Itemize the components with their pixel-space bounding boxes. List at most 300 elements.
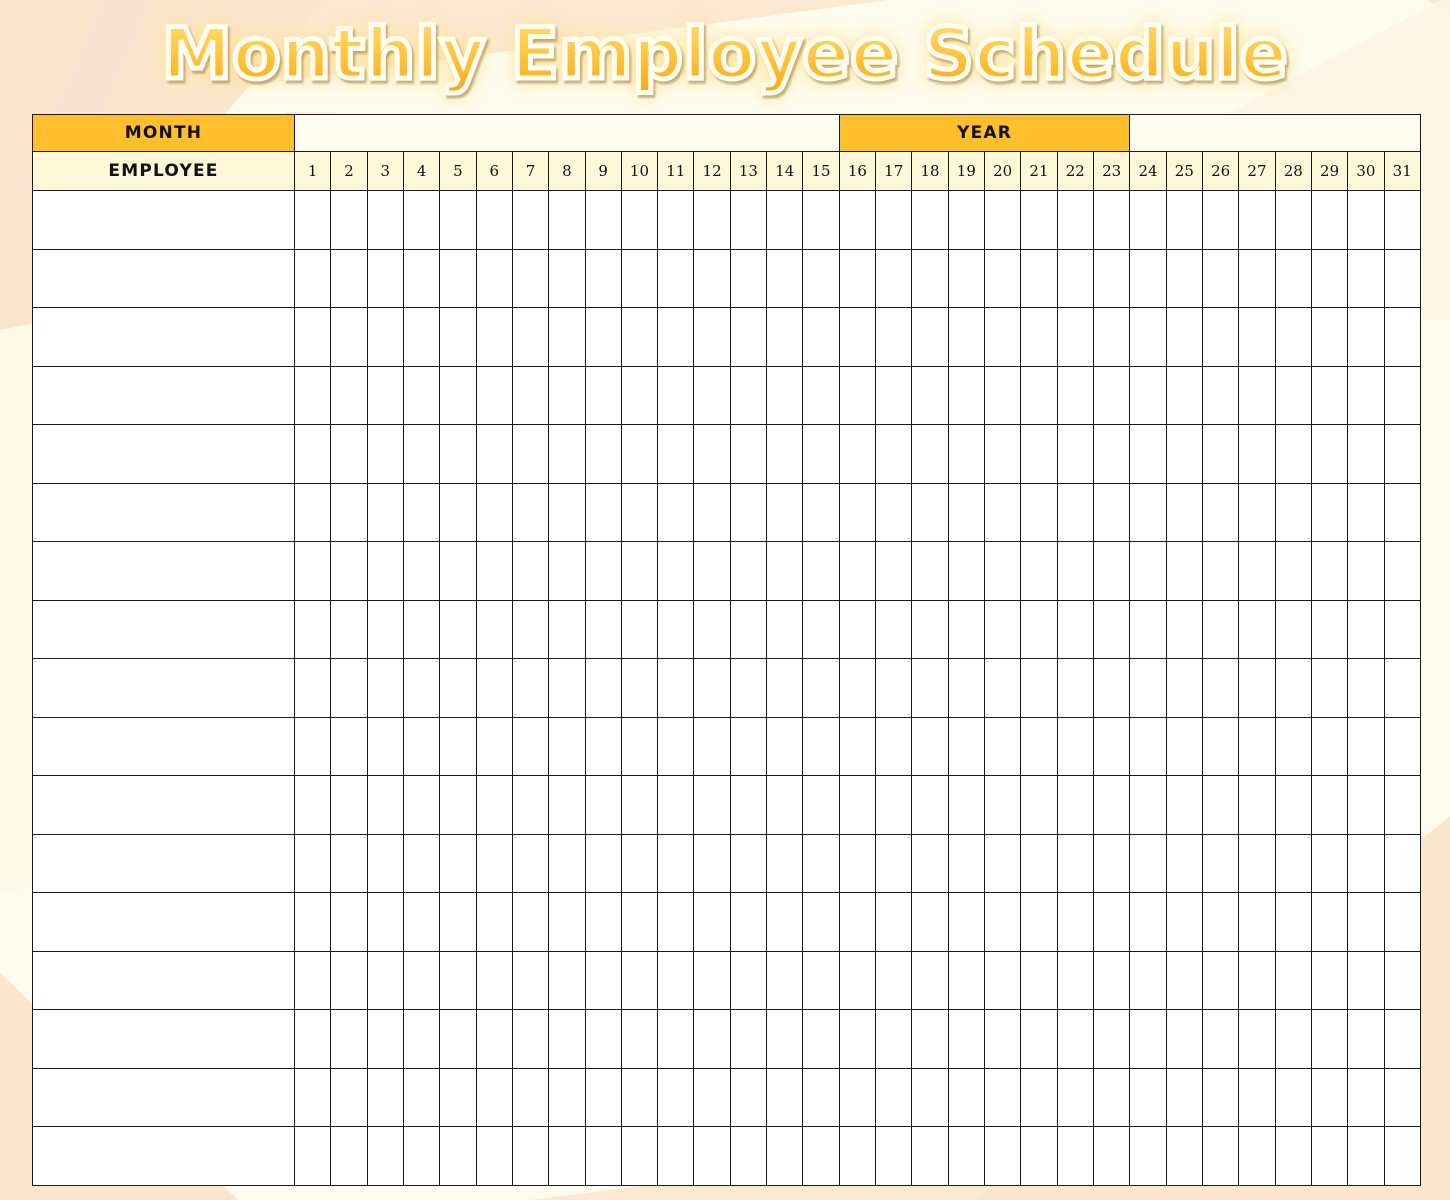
schedule-cell[interactable]: [512, 366, 548, 425]
schedule-cell[interactable]: [658, 893, 694, 952]
schedule-cell[interactable]: [730, 600, 766, 659]
schedule-cell[interactable]: [1311, 834, 1347, 893]
schedule-cell[interactable]: [585, 249, 621, 308]
schedule-cell[interactable]: [985, 659, 1021, 718]
schedule-cell[interactable]: [621, 951, 657, 1010]
schedule-cell[interactable]: [1311, 1068, 1347, 1127]
schedule-cell[interactable]: [912, 1010, 948, 1069]
schedule-cell[interactable]: [367, 951, 403, 1010]
schedule-cell[interactable]: [1093, 249, 1129, 308]
schedule-cell[interactable]: [767, 834, 803, 893]
schedule-cell[interactable]: [876, 483, 912, 542]
schedule-cell[interactable]: [876, 1127, 912, 1186]
employee-name-cell[interactable]: [33, 249, 295, 308]
schedule-cell[interactable]: [694, 951, 730, 1010]
schedule-cell[interactable]: [839, 834, 875, 893]
schedule-cell[interactable]: [1021, 1068, 1057, 1127]
schedule-cell[interactable]: [1021, 249, 1057, 308]
schedule-cell[interactable]: [948, 659, 984, 718]
schedule-cell[interactable]: [403, 834, 439, 893]
schedule-cell[interactable]: [621, 893, 657, 952]
employee-name-cell[interactable]: [33, 717, 295, 776]
schedule-cell[interactable]: [948, 308, 984, 367]
schedule-cell[interactable]: [1275, 249, 1311, 308]
schedule-cell[interactable]: [1130, 717, 1166, 776]
schedule-cell[interactable]: [730, 366, 766, 425]
schedule-cell[interactable]: [985, 1127, 1021, 1186]
schedule-cell[interactable]: [585, 1127, 621, 1186]
schedule-cell[interactable]: [585, 776, 621, 835]
schedule-cell[interactable]: [585, 483, 621, 542]
schedule-cell[interactable]: [476, 834, 512, 893]
schedule-cell[interactable]: [1202, 191, 1238, 250]
schedule-cell[interactable]: [1239, 776, 1275, 835]
schedule-cell[interactable]: [1384, 366, 1420, 425]
schedule-cell[interactable]: [730, 893, 766, 952]
schedule-cell[interactable]: [549, 893, 585, 952]
schedule-cell[interactable]: [1057, 600, 1093, 659]
schedule-cell[interactable]: [1130, 1010, 1166, 1069]
schedule-cell[interactable]: [730, 191, 766, 250]
schedule-cell[interactable]: [730, 425, 766, 484]
schedule-cell[interactable]: [767, 191, 803, 250]
schedule-cell[interactable]: [912, 1068, 948, 1127]
schedule-cell[interactable]: [1166, 542, 1202, 601]
schedule-cell[interactable]: [1130, 542, 1166, 601]
schedule-cell[interactable]: [331, 1068, 367, 1127]
schedule-cell[interactable]: [331, 308, 367, 367]
schedule-cell[interactable]: [730, 1127, 766, 1186]
schedule-cell[interactable]: [803, 951, 839, 1010]
schedule-cell[interactable]: [658, 366, 694, 425]
schedule-cell[interactable]: [1311, 659, 1347, 718]
schedule-cell[interactable]: [658, 308, 694, 367]
schedule-cell[interactable]: [1021, 1127, 1057, 1186]
schedule-cell[interactable]: [1166, 834, 1202, 893]
schedule-cell[interactable]: [621, 834, 657, 893]
schedule-cell[interactable]: [440, 893, 476, 952]
schedule-cell[interactable]: [1166, 366, 1202, 425]
schedule-cell[interactable]: [476, 366, 512, 425]
schedule-cell[interactable]: [1384, 191, 1420, 250]
schedule-cell[interactable]: [1093, 834, 1129, 893]
schedule-cell[interactable]: [1166, 191, 1202, 250]
schedule-cell[interactable]: [585, 425, 621, 484]
schedule-cell[interactable]: [658, 951, 694, 1010]
schedule-cell[interactable]: [585, 659, 621, 718]
schedule-cell[interactable]: [694, 191, 730, 250]
schedule-cell[interactable]: [1311, 951, 1347, 1010]
year-value-input-cell[interactable]: [1130, 115, 1421, 152]
schedule-cell[interactable]: [476, 893, 512, 952]
schedule-cell[interactable]: [295, 600, 331, 659]
schedule-cell[interactable]: [1348, 600, 1384, 659]
schedule-cell[interactable]: [585, 542, 621, 601]
schedule-cell[interactable]: [1130, 1127, 1166, 1186]
schedule-cell[interactable]: [839, 951, 875, 1010]
schedule-cell[interactable]: [1202, 659, 1238, 718]
schedule-cell[interactable]: [403, 951, 439, 1010]
schedule-cell[interactable]: [839, 425, 875, 484]
schedule-cell[interactable]: [1348, 659, 1384, 718]
schedule-cell[interactable]: [1311, 1010, 1347, 1069]
schedule-cell[interactable]: [1202, 893, 1238, 952]
schedule-cell[interactable]: [730, 776, 766, 835]
schedule-cell[interactable]: [476, 717, 512, 776]
schedule-cell[interactable]: [1021, 893, 1057, 952]
schedule-cell[interactable]: [1166, 249, 1202, 308]
schedule-cell[interactable]: [876, 1068, 912, 1127]
schedule-cell[interactable]: [1021, 834, 1057, 893]
schedule-cell[interactable]: [403, 659, 439, 718]
schedule-cell[interactable]: [948, 366, 984, 425]
schedule-cell[interactable]: [476, 483, 512, 542]
schedule-cell[interactable]: [1057, 308, 1093, 367]
schedule-cell[interactable]: [658, 1068, 694, 1127]
schedule-cell[interactable]: [367, 717, 403, 776]
schedule-cell[interactable]: [1348, 951, 1384, 1010]
employee-name-cell[interactable]: [33, 191, 295, 250]
schedule-cell[interactable]: [403, 1010, 439, 1069]
schedule-cell[interactable]: [912, 834, 948, 893]
schedule-cell[interactable]: [331, 776, 367, 835]
schedule-cell[interactable]: [295, 308, 331, 367]
schedule-cell[interactable]: [367, 600, 403, 659]
schedule-cell[interactable]: [912, 249, 948, 308]
schedule-cell[interactable]: [549, 834, 585, 893]
schedule-cell[interactable]: [1239, 542, 1275, 601]
schedule-cell[interactable]: [1275, 308, 1311, 367]
schedule-cell[interactable]: [730, 308, 766, 367]
schedule-cell[interactable]: [658, 600, 694, 659]
schedule-cell[interactable]: [1057, 717, 1093, 776]
schedule-cell[interactable]: [985, 191, 1021, 250]
schedule-cell[interactable]: [331, 834, 367, 893]
schedule-cell[interactable]: [658, 717, 694, 776]
schedule-cell[interactable]: [367, 249, 403, 308]
schedule-cell[interactable]: [876, 1010, 912, 1069]
schedule-cell[interactable]: [985, 717, 1021, 776]
schedule-cell[interactable]: [839, 600, 875, 659]
schedule-cell[interactable]: [658, 659, 694, 718]
schedule-cell[interactable]: [1057, 1068, 1093, 1127]
schedule-cell[interactable]: [658, 191, 694, 250]
schedule-cell[interactable]: [1202, 366, 1238, 425]
schedule-cell[interactable]: [1239, 308, 1275, 367]
schedule-cell[interactable]: [730, 659, 766, 718]
schedule-cell[interactable]: [694, 1068, 730, 1127]
schedule-cell[interactable]: [803, 776, 839, 835]
schedule-cell[interactable]: [1057, 776, 1093, 835]
schedule-cell[interactable]: [912, 951, 948, 1010]
schedule-cell[interactable]: [876, 659, 912, 718]
schedule-cell[interactable]: [403, 600, 439, 659]
schedule-cell[interactable]: [549, 542, 585, 601]
schedule-cell[interactable]: [1239, 834, 1275, 893]
schedule-cell[interactable]: [948, 951, 984, 1010]
schedule-cell[interactable]: [440, 366, 476, 425]
schedule-cell[interactable]: [730, 834, 766, 893]
schedule-cell[interactable]: [549, 425, 585, 484]
schedule-cell[interactable]: [767, 308, 803, 367]
schedule-cell[interactable]: [585, 1068, 621, 1127]
schedule-cell[interactable]: [1384, 308, 1420, 367]
schedule-cell[interactable]: [1057, 1127, 1093, 1186]
schedule-cell[interactable]: [476, 249, 512, 308]
schedule-cell[interactable]: [694, 834, 730, 893]
schedule-cell[interactable]: [512, 308, 548, 367]
schedule-cell[interactable]: [1093, 483, 1129, 542]
employee-name-cell[interactable]: [33, 1127, 295, 1186]
schedule-cell[interactable]: [985, 893, 1021, 952]
schedule-cell[interactable]: [403, 425, 439, 484]
schedule-cell[interactable]: [694, 893, 730, 952]
schedule-cell[interactable]: [512, 249, 548, 308]
schedule-cell[interactable]: [948, 542, 984, 601]
schedule-cell[interactable]: [1093, 776, 1129, 835]
schedule-cell[interactable]: [767, 483, 803, 542]
schedule-cell[interactable]: [912, 366, 948, 425]
schedule-cell[interactable]: [912, 776, 948, 835]
schedule-cell[interactable]: [295, 893, 331, 952]
schedule-cell[interactable]: [1202, 425, 1238, 484]
schedule-cell[interactable]: [1130, 951, 1166, 1010]
schedule-cell[interactable]: [1057, 893, 1093, 952]
schedule-cell[interactable]: [912, 483, 948, 542]
schedule-cell[interactable]: [1166, 717, 1202, 776]
employee-name-cell[interactable]: [33, 1010, 295, 1069]
schedule-cell[interactable]: [549, 249, 585, 308]
schedule-cell[interactable]: [440, 1010, 476, 1069]
schedule-cell[interactable]: [658, 1010, 694, 1069]
schedule-cell[interactable]: [440, 191, 476, 250]
schedule-cell[interactable]: [1130, 366, 1166, 425]
schedule-cell[interactable]: [803, 249, 839, 308]
schedule-cell[interactable]: [730, 542, 766, 601]
schedule-cell[interactable]: [1093, 308, 1129, 367]
schedule-cell[interactable]: [367, 308, 403, 367]
schedule-cell[interactable]: [476, 542, 512, 601]
schedule-cell[interactable]: [985, 249, 1021, 308]
schedule-cell[interactable]: [295, 776, 331, 835]
schedule-cell[interactable]: [876, 542, 912, 601]
schedule-cell[interactable]: [440, 308, 476, 367]
schedule-cell[interactable]: [621, 659, 657, 718]
schedule-cell[interactable]: [403, 1068, 439, 1127]
schedule-cell[interactable]: [1166, 600, 1202, 659]
schedule-cell[interactable]: [767, 542, 803, 601]
schedule-cell[interactable]: [549, 1127, 585, 1186]
schedule-cell[interactable]: [1093, 366, 1129, 425]
schedule-cell[interactable]: [621, 308, 657, 367]
schedule-cell[interactable]: [367, 191, 403, 250]
schedule-cell[interactable]: [948, 1010, 984, 1069]
schedule-cell[interactable]: [839, 366, 875, 425]
schedule-cell[interactable]: [876, 191, 912, 250]
schedule-cell[interactable]: [1384, 425, 1420, 484]
schedule-cell[interactable]: [803, 425, 839, 484]
schedule-cell[interactable]: [948, 1068, 984, 1127]
schedule-cell[interactable]: [1239, 600, 1275, 659]
schedule-cell[interactable]: [985, 951, 1021, 1010]
schedule-cell[interactable]: [1057, 542, 1093, 601]
schedule-cell[interactable]: [585, 191, 621, 250]
schedule-cell[interactable]: [876, 249, 912, 308]
schedule-cell[interactable]: [1021, 776, 1057, 835]
schedule-cell[interactable]: [1021, 659, 1057, 718]
schedule-cell[interactable]: [912, 191, 948, 250]
schedule-cell[interactable]: [1384, 776, 1420, 835]
schedule-cell[interactable]: [1093, 1068, 1129, 1127]
schedule-cell[interactable]: [1275, 1127, 1311, 1186]
schedule-cell[interactable]: [1057, 659, 1093, 718]
schedule-cell[interactable]: [1311, 600, 1347, 659]
schedule-cell[interactable]: [1093, 425, 1129, 484]
schedule-cell[interactable]: [295, 834, 331, 893]
schedule-cell[interactable]: [985, 308, 1021, 367]
schedule-cell[interactable]: [912, 425, 948, 484]
schedule-cell[interactable]: [1384, 542, 1420, 601]
schedule-cell[interactable]: [1202, 834, 1238, 893]
schedule-cell[interactable]: [1384, 1068, 1420, 1127]
schedule-cell[interactable]: [658, 834, 694, 893]
schedule-cell[interactable]: [1093, 1127, 1129, 1186]
schedule-cell[interactable]: [403, 191, 439, 250]
schedule-cell[interactable]: [295, 483, 331, 542]
schedule-cell[interactable]: [331, 717, 367, 776]
schedule-cell[interactable]: [876, 308, 912, 367]
schedule-cell[interactable]: [1166, 483, 1202, 542]
schedule-cell[interactable]: [803, 366, 839, 425]
schedule-cell[interactable]: [1311, 717, 1347, 776]
schedule-cell[interactable]: [948, 249, 984, 308]
schedule-cell[interactable]: [876, 425, 912, 484]
schedule-cell[interactable]: [549, 717, 585, 776]
schedule-cell[interactable]: [876, 893, 912, 952]
schedule-cell[interactable]: [912, 717, 948, 776]
schedule-cell[interactable]: [549, 776, 585, 835]
schedule-cell[interactable]: [295, 951, 331, 1010]
schedule-cell[interactable]: [1384, 600, 1420, 659]
schedule-cell[interactable]: [367, 366, 403, 425]
schedule-cell[interactable]: [367, 1010, 403, 1069]
schedule-cell[interactable]: [512, 1068, 548, 1127]
schedule-cell[interactable]: [730, 951, 766, 1010]
employee-name-cell[interactable]: [33, 659, 295, 718]
schedule-cell[interactable]: [839, 717, 875, 776]
schedule-cell[interactable]: [1348, 425, 1384, 484]
schedule-cell[interactable]: [512, 951, 548, 1010]
schedule-cell[interactable]: [1166, 1068, 1202, 1127]
schedule-cell[interactable]: [549, 1010, 585, 1069]
schedule-cell[interactable]: [1348, 191, 1384, 250]
schedule-cell[interactable]: [476, 600, 512, 659]
schedule-cell[interactable]: [767, 1068, 803, 1127]
schedule-cell[interactable]: [295, 1010, 331, 1069]
schedule-cell[interactable]: [1130, 483, 1166, 542]
schedule-cell[interactable]: [1021, 600, 1057, 659]
schedule-cell[interactable]: [767, 893, 803, 952]
employee-name-cell[interactable]: [33, 834, 295, 893]
schedule-cell[interactable]: [948, 191, 984, 250]
schedule-cell[interactable]: [1057, 191, 1093, 250]
schedule-cell[interactable]: [839, 659, 875, 718]
employee-name-cell[interactable]: [33, 483, 295, 542]
schedule-cell[interactable]: [948, 425, 984, 484]
schedule-cell[interactable]: [1239, 893, 1275, 952]
schedule-cell[interactable]: [839, 1127, 875, 1186]
schedule-cell[interactable]: [1384, 717, 1420, 776]
schedule-cell[interactable]: [803, 834, 839, 893]
schedule-cell[interactable]: [912, 1127, 948, 1186]
schedule-cell[interactable]: [1057, 483, 1093, 542]
schedule-cell[interactable]: [912, 893, 948, 952]
schedule-cell[interactable]: [1239, 366, 1275, 425]
schedule-cell[interactable]: [1311, 1127, 1347, 1186]
schedule-cell[interactable]: [367, 776, 403, 835]
schedule-cell[interactable]: [331, 542, 367, 601]
schedule-cell[interactable]: [621, 776, 657, 835]
schedule-cell[interactable]: [694, 366, 730, 425]
schedule-cell[interactable]: [512, 600, 548, 659]
schedule-cell[interactable]: [1202, 776, 1238, 835]
schedule-cell[interactable]: [295, 1068, 331, 1127]
schedule-cell[interactable]: [839, 308, 875, 367]
schedule-cell[interactable]: [948, 893, 984, 952]
schedule-cell[interactable]: [803, 542, 839, 601]
schedule-cell[interactable]: [1239, 249, 1275, 308]
schedule-cell[interactable]: [1202, 1068, 1238, 1127]
schedule-cell[interactable]: [1384, 483, 1420, 542]
schedule-cell[interactable]: [549, 659, 585, 718]
schedule-cell[interactable]: [295, 191, 331, 250]
schedule-cell[interactable]: [839, 191, 875, 250]
schedule-cell[interactable]: [876, 600, 912, 659]
schedule-cell[interactable]: [1348, 834, 1384, 893]
schedule-cell[interactable]: [1202, 717, 1238, 776]
schedule-cell[interactable]: [803, 600, 839, 659]
schedule-cell[interactable]: [1275, 893, 1311, 952]
schedule-cell[interactable]: [512, 483, 548, 542]
schedule-cell[interactable]: [1057, 425, 1093, 484]
schedule-cell[interactable]: [440, 717, 476, 776]
schedule-cell[interactable]: [1202, 542, 1238, 601]
schedule-cell[interactable]: [1239, 1127, 1275, 1186]
schedule-cell[interactable]: [1202, 308, 1238, 367]
schedule-cell[interactable]: [621, 366, 657, 425]
schedule-cell[interactable]: [476, 425, 512, 484]
schedule-cell[interactable]: [1093, 191, 1129, 250]
schedule-cell[interactable]: [512, 1010, 548, 1069]
schedule-cell[interactable]: [1348, 1010, 1384, 1069]
schedule-cell[interactable]: [512, 1127, 548, 1186]
schedule-cell[interactable]: [658, 542, 694, 601]
schedule-cell[interactable]: [1093, 659, 1129, 718]
schedule-cell[interactable]: [476, 659, 512, 718]
schedule-cell[interactable]: [367, 834, 403, 893]
schedule-cell[interactable]: [1275, 425, 1311, 484]
schedule-cell[interactable]: [1057, 1010, 1093, 1069]
schedule-cell[interactable]: [658, 1127, 694, 1186]
schedule-cell[interactable]: [403, 542, 439, 601]
schedule-cell[interactable]: [512, 776, 548, 835]
schedule-cell[interactable]: [440, 776, 476, 835]
schedule-cell[interactable]: [694, 308, 730, 367]
schedule-cell[interactable]: [1202, 483, 1238, 542]
schedule-cell[interactable]: [1384, 1127, 1420, 1186]
schedule-cell[interactable]: [1239, 483, 1275, 542]
schedule-cell[interactable]: [1021, 483, 1057, 542]
